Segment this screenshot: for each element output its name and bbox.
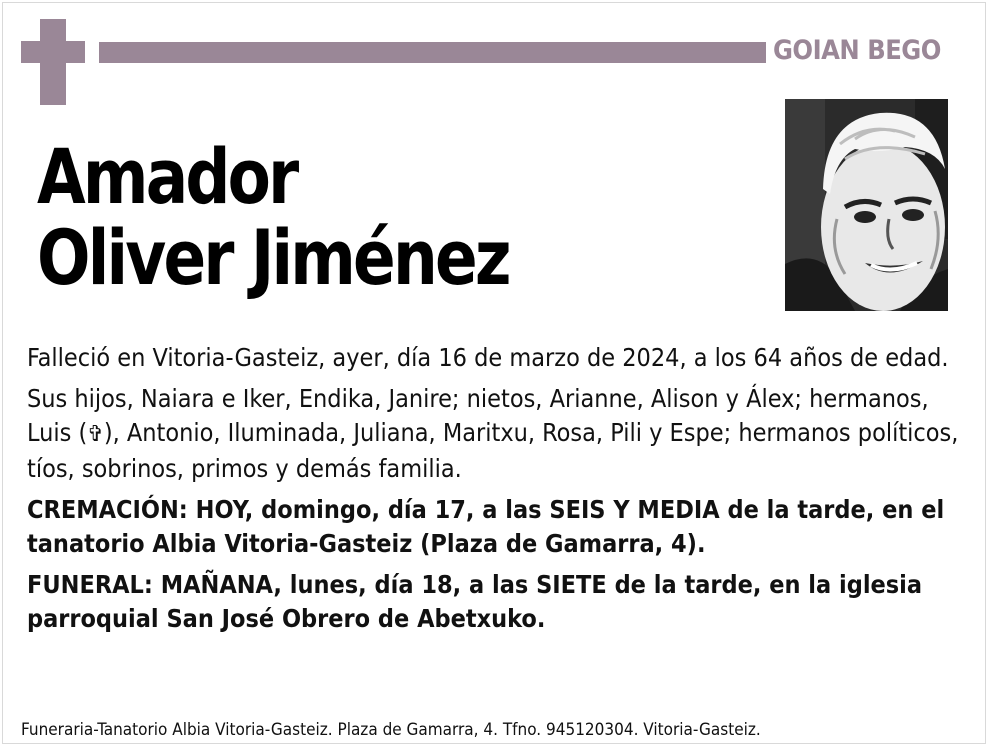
funeral-home-footer: Funeraria-Tanatorio Albia Vitoria-Gasteiz. Plaza de Gamarra, 4. Tfno. 945120304. Vitoria-Gasteiz. xyxy=(21,720,761,740)
header-label: GOIAN BEGO xyxy=(773,35,941,66)
funeral-statement: FUNERAL: MAÑANA, lunes, día 18, a las SIETE de la tarde, en la iglesia parroquial San José Obrero de Abetxuko. xyxy=(27,570,923,633)
cremation-statement: CREMACIÓN: HOY, domingo, día 17, a las SEIS Y MEDIA de la tarde, en el tanatorio Albia Vitoria-Gasteiz (Plaza de Gamarra, 4). xyxy=(27,495,945,558)
portrait-photo xyxy=(785,99,948,311)
deceased-surnames: Oliver Jiménez xyxy=(37,213,509,302)
portrait-photo-image xyxy=(785,99,948,311)
death-statement: Falleció en Vitoria-Gasteiz, ayer, día 16 de marzo de 2024, a los 64 años de edad. xyxy=(27,343,949,372)
family-text-start: Sus hijos, Naiara e Iker, Endika, Janire; nietos, Arianne, Alison y Álex; hermanos, Luis ( xyxy=(27,384,929,447)
cross-icon-horizontal xyxy=(21,41,85,63)
notice-body xyxy=(27,341,969,643)
family-statement xyxy=(27,382,969,486)
header-bar xyxy=(99,42,766,63)
obituary-page xyxy=(2,2,986,744)
cross-icon: ✞ xyxy=(87,422,104,447)
deceased-first-name: Amador xyxy=(37,132,297,221)
family-text-end: ), Antonio, Iluminada, Juliana, Maritxu, Rosa, Pili y Espe; hermanos políticos, tíos, sobrinos, primos y demás familia. xyxy=(27,418,959,483)
